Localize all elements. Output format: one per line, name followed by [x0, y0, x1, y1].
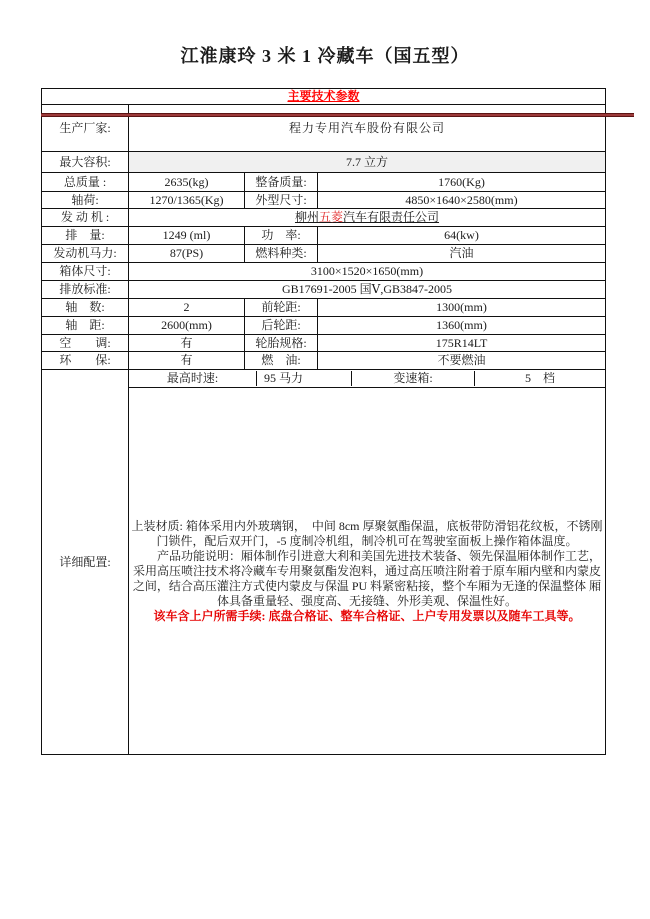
aircon-label: 空 调: [42, 335, 129, 352]
rear-track-label: 后轮距: [245, 317, 318, 335]
engine-maker-link[interactable]: 柳州五菱汽车有限责任公司 [294, 210, 440, 224]
front-track-value: 1300(mm) [318, 299, 606, 317]
tire-spec-value: 175R14LT [318, 335, 606, 352]
box-size-value: 3100×1520×1650(mm) [129, 263, 606, 281]
gross-mass-label: 总质量 : [42, 173, 129, 192]
rear-track-value: 1360(mm) [318, 317, 606, 335]
fuel-label: 燃 油: [245, 352, 318, 370]
spec-table [41, 88, 606, 755]
config-paragraph-material: 上装材质: 箱体采用内外玻璃钢， 中间 8cm 厚聚氨酯保温，底板带防滑铝花纹板，不锈刚门锁件，配后双开门，-5 度制冷机组，制冷机可在驾驶室面板上操作箱体温度。 [131, 518, 603, 548]
gross-mass-value: 2635(kg) [129, 173, 245, 192]
spec-row-mass [42, 173, 606, 192]
engine-label: 发 动 机 : [42, 209, 129, 227]
curb-mass-label: 整备质量: [245, 173, 318, 192]
axle-load-value: 1270/1365(Kg) [129, 192, 245, 209]
power-label: 功 率: [245, 227, 318, 245]
spec-row-aircon [42, 335, 606, 352]
front-track-label: 前轮距: [245, 299, 318, 317]
page-title: 江淮康玲 3 米 1 冷藏车（国五型） [180, 46, 470, 66]
emission-value: GB17691-2005 国Ⅴ,GB3847-2005 [129, 281, 606, 299]
fuel-value: 不要燃油 [318, 352, 606, 370]
spec-row-wheelbase [42, 317, 606, 335]
spec-row-axle-count [42, 299, 606, 317]
outer-size-value: 4850×1640×2580(mm) [318, 192, 606, 209]
outer-size-label: 外型尺寸: [245, 192, 318, 209]
wheelbase-label: 轴 距: [42, 317, 129, 335]
fuel-type-value: 汽油 [318, 245, 606, 263]
capacity-label: 最大容积: [42, 152, 129, 173]
displacement-value: 1249 (ml) [129, 227, 245, 245]
box-size-row [42, 263, 606, 281]
gearbox-value: 5 档 [474, 371, 605, 386]
capacity-value: 7.7 立方 [129, 152, 606, 173]
top-speed-value: 95 马力 [256, 371, 351, 386]
config-paragraph-notice: 该车含上户所需手续: 底盘合格证、整车合格证、上户专用发票以及随车工具等。 [153, 608, 581, 623]
emission-row [42, 281, 606, 299]
spec-row-axle-load [42, 192, 606, 209]
displacement-label: 排 量: [42, 227, 129, 245]
table-header-row [42, 89, 606, 105]
axle-load-label: 轴荷: [42, 192, 129, 209]
emission-label: 排放标准: [42, 281, 129, 299]
spec-row-horsepower [42, 245, 606, 263]
curb-mass-value: 1760(Kg) [318, 173, 606, 192]
fuel-type-label: 燃料种类: [245, 245, 318, 263]
aircon-value: 有 [129, 335, 245, 352]
engine-value [129, 209, 606, 227]
table-header-title: 主要技术参数 [42, 89, 606, 105]
horsepower-value: 87(PS) [129, 245, 245, 263]
axle-count-value: 2 [129, 299, 245, 317]
manufacturer-value: 程力专用汽车股份有限公司 [129, 105, 606, 152]
top-speed-label: 最高时速: [166, 371, 219, 385]
environment-label: 环 保: [42, 352, 129, 370]
config-label: 详细配置: [42, 370, 129, 755]
manufacturer-label: 生产厂家: [42, 105, 129, 152]
tire-spec-label: 轮胎规格: [245, 335, 318, 352]
capacity-row [42, 152, 606, 173]
config-text-cell [129, 388, 606, 755]
environment-value: 有 [129, 352, 245, 370]
power-value: 64(kw) [318, 227, 606, 245]
horsepower-label: 发动机马力: [42, 245, 129, 263]
axle-count-label: 轴 数: [42, 299, 129, 317]
speed-row-cells [129, 370, 606, 388]
red-divider-line [41, 113, 634, 117]
spec-row-environment [42, 352, 606, 370]
box-size-label: 箱体尺寸: [42, 263, 129, 281]
engine-maker-highlight: 五菱 [318, 210, 343, 224]
wheelbase-value: 2600(mm) [129, 317, 245, 335]
speed-row [42, 370, 606, 388]
manufacturer-row [42, 105, 606, 152]
engine-row [42, 209, 606, 227]
gearbox-label: 变速箱: [351, 371, 474, 386]
spec-row-displacement [42, 227, 606, 245]
config-paragraph-function: 产品功能说明：厢体制作引进意大利和美国先进技术装备、领先保温厢体制作工艺，采用高压喷注技术将冷藏车专用聚氨酯发泡料，通过高压喷注附着于原车厢内壁和内蒙皮之间，结合高压灌注方式使内蒙皮与保温 PU 料紧密粘接，整个车厢为无逢的保温整体 厢体具备重量轻、强度高、无接缝、外形美观、保温性好。 [132, 548, 602, 608]
